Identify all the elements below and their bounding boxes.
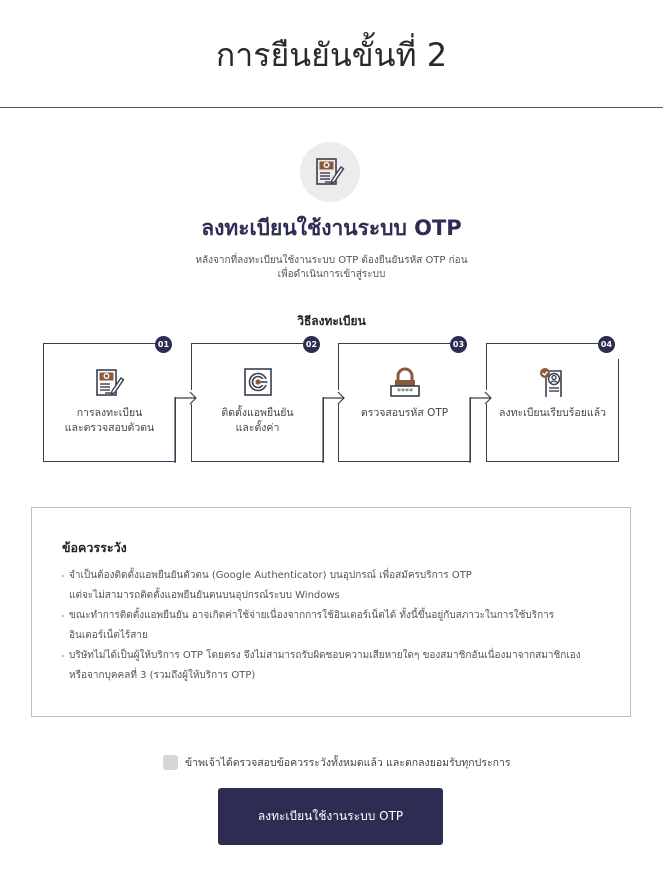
authenticator-app-icon	[241, 367, 275, 399]
step-border	[338, 343, 450, 344]
notice-item: จำเป็นต้องติดตั้งแอพยืนยันตัวตน (Google Authenticator) บนอุปกรณ์ เพื่อสมัครบริการ OTP	[62, 566, 622, 586]
agreement-checkbox[interactable]	[163, 755, 178, 770]
step-2	[191, 340, 324, 462]
notice-item-continued: อินเตอร์เน็ตไร้สาย	[69, 630, 148, 641]
step-label-line: และตรวจสอบตัวตน	[64, 422, 155, 434]
step-border	[486, 461, 619, 462]
step-1	[43, 340, 176, 462]
step-number-badge: 01	[155, 336, 172, 353]
step-4	[486, 340, 619, 462]
arrow-connector-1	[174, 390, 198, 464]
lock-password-icon	[388, 367, 422, 399]
step-border	[338, 343, 339, 390]
notice-box	[31, 507, 631, 717]
agreement-row[interactable]	[163, 754, 511, 771]
step-border	[43, 343, 44, 462]
step-label-line: การลงทะเบียน	[76, 407, 143, 419]
step-label-line: และตั้งค่า	[235, 422, 280, 434]
step-label	[486, 406, 619, 421]
title-divider	[0, 107, 663, 108]
step-border	[43, 343, 155, 344]
notice-item: บริษัทไม่ได้เป็นผู้ให้บริการ OTP โดยตรง จึงไม่สามารถรับผิดชอบความเสียหายใดๆ ของสมาชิกอันเนื่องมาจากสมาชิกเอง	[62, 646, 622, 666]
notice-item: ขณะทำการติดตั้งแอพยืนยัน อาจเกิดค่าใช้จ่ายเนื่องจากการใช้อินเตอร์เน็ตได้ ทั้งนี้ขึ้นอยู่กับสภาวะในการใช้บริการ	[62, 606, 622, 626]
hero-description-line: เพื่อดำเนินการเข้าสู่ระบบ	[277, 269, 386, 280]
step-3	[338, 340, 471, 462]
arrow-connector-2	[322, 390, 346, 464]
svg-text:****: ****	[396, 387, 413, 396]
registration-form-icon	[300, 142, 360, 202]
notice-title: ข้อควรระวัง	[62, 540, 127, 555]
agreement-label[interactable]: ข้าพเจ้าได้ตรวจสอบข้อควรระวังทั้งหมดแล้ว และตกลงยอมรับทุกประการ	[185, 757, 511, 769]
hero-title: ลงทะเบียนใช้งานระบบ OTP	[201, 216, 462, 240]
steps-title: วิธีลงทะเบียน	[297, 314, 366, 328]
hero-description	[0, 254, 663, 282]
step-label-line: ติดตั้งแอพยืนยัน	[221, 407, 294, 419]
verified-profile-icon	[536, 367, 570, 399]
notice-item-continued: แต่จะไม่สามารถติดตั้งแอพยืนยันตนบนอุปกรณ์ระบบ Windows	[69, 590, 340, 601]
page-title: การยืนยันขั้นที่ 2	[215, 36, 448, 74]
step-label	[43, 406, 176, 436]
register-otp-button[interactable]: ลงทะเบียนใช้งานระบบ OTP	[218, 788, 443, 845]
step-border	[191, 461, 324, 462]
step-border	[191, 343, 303, 344]
step-label-line: ตรวจสอบรหัส OTP	[360, 407, 449, 419]
step-border	[338, 461, 471, 462]
step-label	[338, 406, 471, 421]
step-border	[191, 343, 192, 390]
notice-item-continued: หรือจากบุคคลที่ 3 (รวมถึงผู้ให้บริการ OTP)	[69, 670, 256, 681]
step-number-badge: 02	[303, 336, 320, 353]
arrow-connector-3	[469, 390, 493, 464]
step-border	[43, 461, 176, 462]
step-number-badge: 04	[598, 336, 615, 353]
step-number-badge: 03	[450, 336, 467, 353]
step-border	[486, 343, 487, 390]
registration-form-icon	[93, 367, 127, 399]
step-label	[191, 406, 324, 436]
step-label-line: ลงทะเบียนเรียบร้อยแล้ว	[499, 407, 606, 419]
step-border	[486, 343, 598, 344]
notice-list	[62, 566, 622, 686]
hero-description-line: หลังจากที่ลงทะเบียนใช้งานระบบ OTP ต้องยืนยันรหัส OTP ก่อน	[195, 255, 468, 266]
